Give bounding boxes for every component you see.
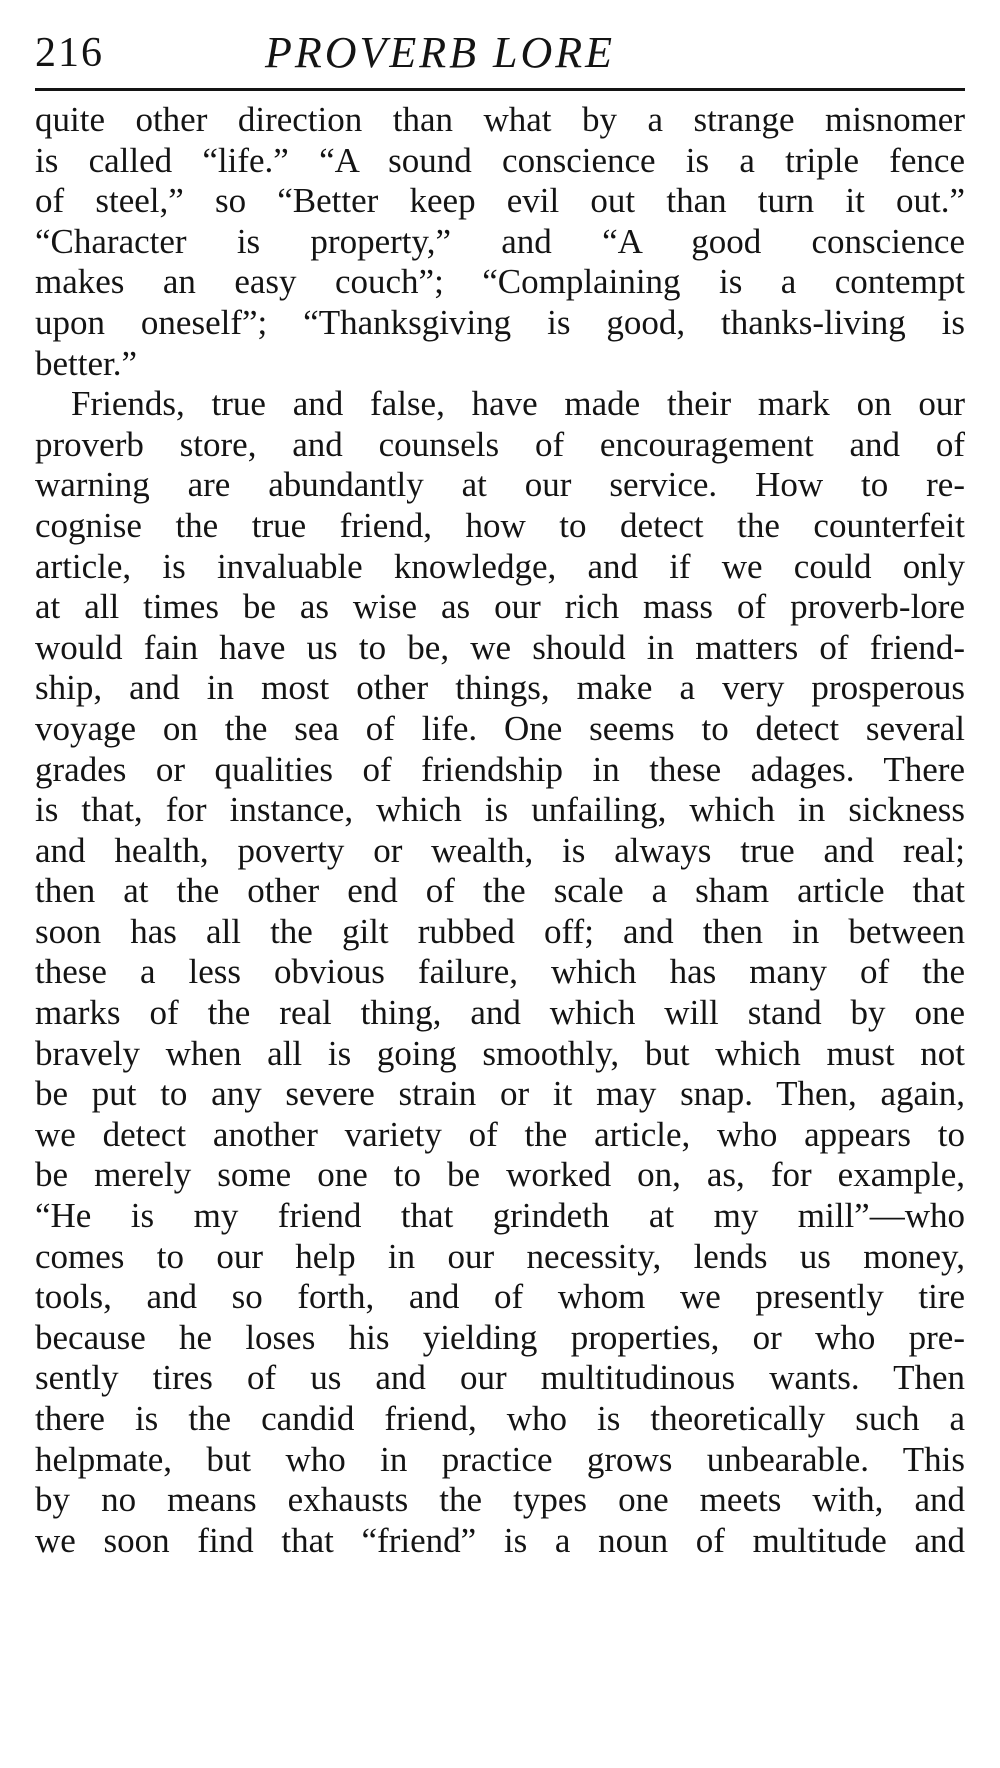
text-line: and health, poverty or wealth, is always true and real; [35, 830, 965, 870]
text-line: at all times be as wise as our rich mass of proverb-lore [35, 587, 965, 627]
text-line: is that, for instance, which is unfailing, which in sickness [35, 790, 965, 830]
text-line: tools, and so forth, and of whom we presently tire [35, 1277, 965, 1317]
text-line: makes an easy couch”; “Complaining is a contempt [35, 262, 965, 302]
text-line: article, is invaluable knowledge, and if we could only [35, 546, 965, 586]
text-line: better.” [35, 343, 138, 383]
text-line: then at the other end of the scale a sham article that [35, 871, 965, 911]
text-line: be merely some one to be worked on, as, for example, [35, 1155, 965, 1195]
running-head [35, 18, 965, 88]
text-line: comes to our help in our necessity, lends us money, [35, 1236, 965, 1276]
header-rule [35, 88, 965, 91]
text-line: “Character is property,” and “A good conscience [35, 221, 965, 261]
text-line: is called “life.” “A sound conscience is a triple fence [35, 140, 965, 180]
text-line: quite other direction than what by a strange misnomer [35, 100, 965, 139]
text-line: bravely when all is going smoothly, but which must not [35, 1033, 965, 1073]
text-line: cognise the true friend, how to detect the counterfeit [35, 505, 965, 545]
text-line: by no means exhausts the types one meets with, and [35, 1480, 965, 1520]
text-line: we detect another variety of the article, who appears to [35, 1114, 965, 1154]
running-title: PROVERB LORE [264, 28, 616, 77]
text-line: because he loses his yielding properties, or who pre- [35, 1317, 965, 1357]
text-line: marks of the real thing, and which will stand by one [35, 993, 965, 1033]
text-line: proverb store, and counsels of encouragement and of [35, 424, 965, 464]
text-line: be put to any severe strain or it may snap. Then, again, [35, 1074, 965, 1114]
text-line: warning are abundantly at our service. How to re- [35, 465, 965, 505]
text-line: would fain have us to be, we should in matters of friend- [35, 627, 965, 667]
body-text [35, 100, 965, 1561]
text-line: voyage on the sea of life. One seems to detect several [35, 708, 965, 748]
text-line: grades or qualities of friendship in these adages. There [35, 749, 965, 789]
text-line: “He is my friend that grindeth at my mill”—who [35, 1196, 965, 1236]
text-line: Friends, true and false, have made their mark on our [71, 384, 965, 424]
text-line: we soon find that “friend” is a noun of multitude and [35, 1520, 965, 1560]
text-line: these a less obvious failure, which has many of the [35, 952, 965, 992]
text-line: sently tires of us and our multitudinous wants. Then [35, 1358, 965, 1398]
text-line: ship, and in most other things, make a very prosperous [35, 668, 965, 708]
page-number: 216 [35, 30, 104, 76]
text-line: upon oneself”; “Thanksgiving is good, thanks-living is [35, 302, 965, 342]
text-line: helpmate, but who in practice grows unbearable. This [35, 1439, 965, 1479]
text-line: there is the candid friend, who is theoretically such a [35, 1399, 965, 1438]
text-line: of steel,” so “Better keep evil out than turn it out.” [35, 181, 965, 221]
text-line: soon has all the gilt rubbed off; and then in between [35, 911, 965, 951]
